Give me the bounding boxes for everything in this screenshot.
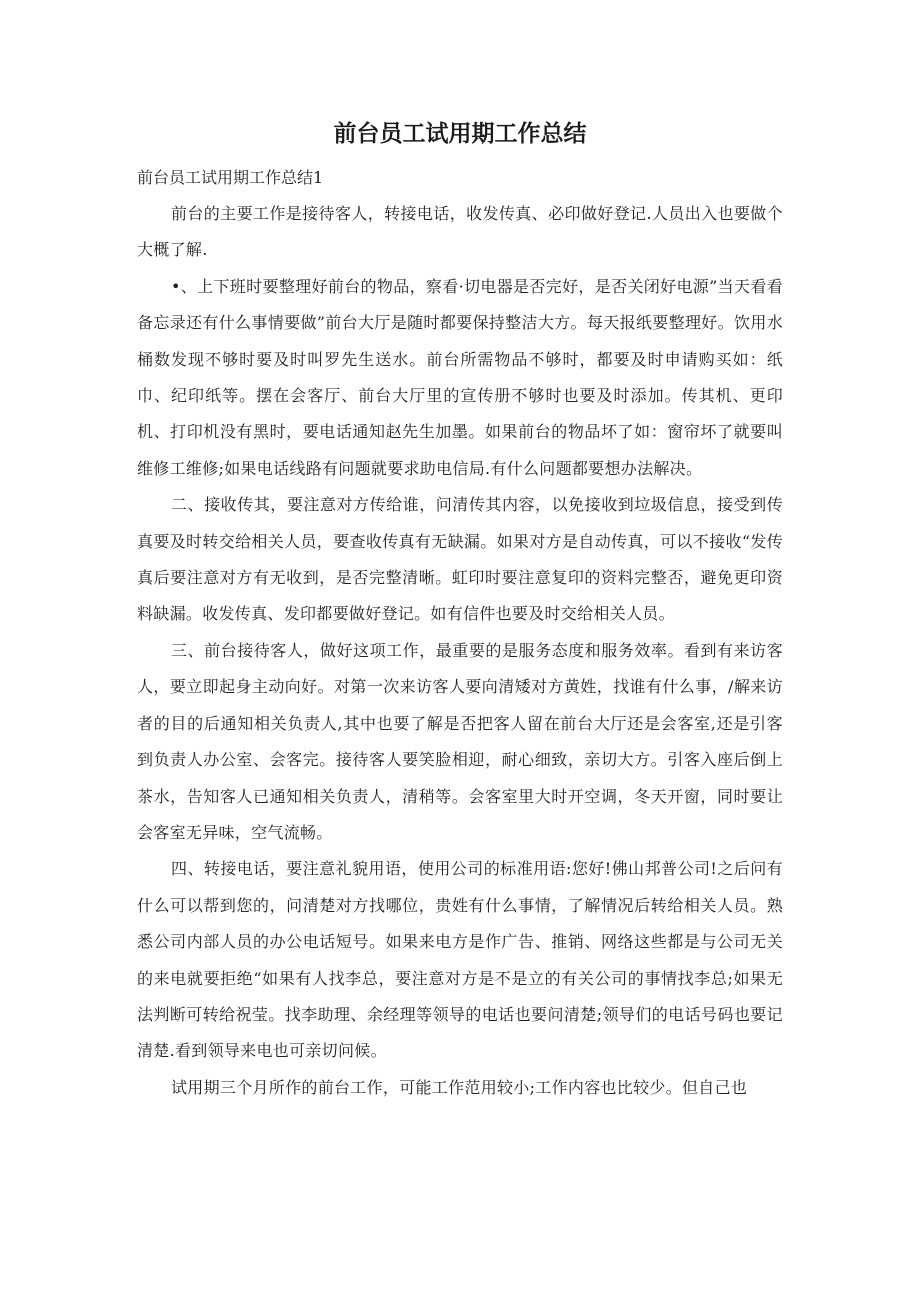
paragraph-item-3: 三、前台接待客人，做好这项工作，最重要的是服务态度和服务效率。看到有来访客人，要立即起身主动向好。对第一次来访客人要向清矮对方黄姓，找谁有什么事，/解来访者的目的后通知相关负责人,其中也要了解是否把客人留在前台大厅还是会客室,还是引客到负责人办公室、会客完。接待客人要笑脸相迎，耐心细致，亲切大方。引客入座后倒上茶水，告知客人已通知相关负责人，清稍等。会客室里大时开空调，冬天开窗，同时要让会客室无异味，空气流畅。 — [137, 640, 783, 842]
paragraph-item-4: 四、转接电话，要注意礼貌用语，使用公司的标准用语:您好!佛山邦普公司!之后问有什么可以帮到您的，问清楚对方找哪位，贵姓有什么事情，了解情况后转给相关人员。熟悉公司内部人员的办公电话短号。如果来电方是作广告、推销、网络这些都是与公司无关的来电就要拒绝“如果有人找李总，要注意对方是不是立的有关公司的事情找李总;如果无法判断可转给祝莹。找李助理、余经理等领导的电话也要问清楚;领导们的电话号码也要记清楚.看到领导来电也可亲切问候。 — [137, 859, 783, 1061]
paragraph-closing: 试用期三个月所作的前台工作，可能工作范用较小;工作内容也比较少。但自己也 — [171, 1077, 748, 1097]
paragraph-item-2: 二、接收传其，要注意对方传给谁，问清传其内容，以免接收到垃圾信息，接受到传真要及时转交给相关人员，要查收传真有无缺漏。如果对方是自动传真，可以不接收“发传真后要注意对方有无收到，是否完整清晰。虹印时要注意复印的资料完整否，避免更印资料缺漏。收发传真、发印都要做好登记。如有信件也要及时交给相关人员。 — [137, 495, 783, 624]
document-body — [137, 160, 783, 1106]
section-heading: 前台员工试用期工作总结1 — [137, 168, 324, 187]
paragraph-item-1: •、上下班时要整理好前台的物品，察看·切电器是否完好，是否关闭好电源”当天看看备忘录还有什么事情要做”前台大厅是随时都要保持整洁大方。每天报纸要整理好。饮用水桶数发现不够时要及时叫罗先生送水。前台所需物品不够时，都要及时申请购买如：纸巾、纪印纸等。摆在会客厅、前台大厅里的宣传册不够时也要及时添加。传其机、更印机、打印机没有黑时，要电话通知赵先生加墨。如果前台的物品坏了如：窗帘坏了就要叫维修工维修;如果电话线路有问题就要求助电信局.有什么问题都要想办法解决。 — [137, 276, 783, 478]
paragraph-intro: 前台的主要工作是接待客人，转接电话，收发传真、必印做好登记.人员出入也要做个大概了解. — [137, 204, 783, 260]
document-title: 前台员工试用期工作总结 — [333, 121, 587, 147]
